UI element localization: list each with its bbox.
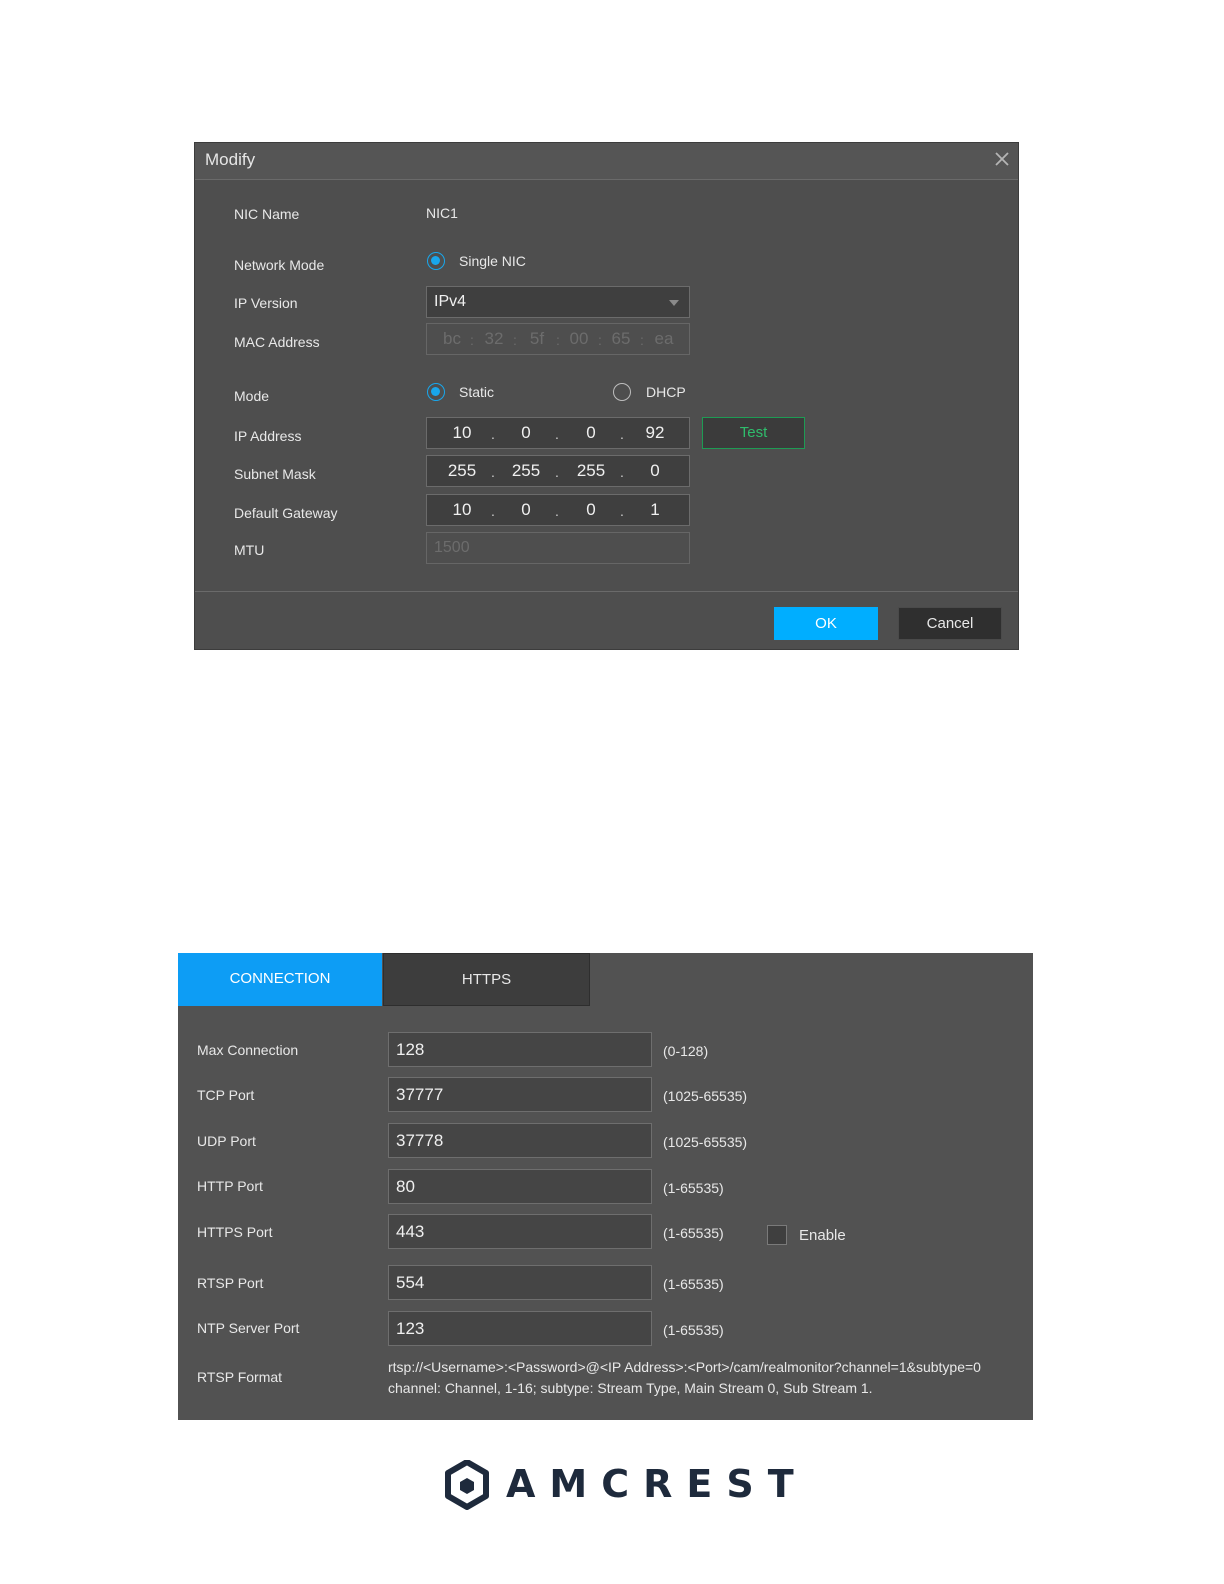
subnet-separator: . — [620, 464, 624, 480]
mtu-label: MTU — [234, 542, 265, 558]
gateway-separator: . — [555, 503, 559, 519]
https-enable-checkbox[interactable] — [767, 1225, 787, 1245]
ip-octet[interactable]: 92 — [645, 423, 665, 442]
mac-separator: : — [598, 332, 602, 348]
nic-name-label: NIC Name — [234, 206, 300, 222]
ip-octet[interactable]: 0 — [586, 423, 596, 442]
ip-octet[interactable]: 0 — [521, 423, 531, 442]
ntp-server-port-input[interactable]: 123 — [388, 1311, 652, 1346]
ip-octet[interactable]: 10 — [452, 423, 472, 442]
ip-separator: . — [555, 426, 559, 442]
http-port-input[interactable]: 80 — [388, 1169, 652, 1204]
rtsp-port-range: (1-65535) — [663, 1276, 724, 1292]
subnet-octet[interactable]: 255 — [447, 461, 477, 480]
static-label: Static — [459, 384, 495, 400]
https-port-label: HTTPS Port — [197, 1224, 273, 1240]
subnet-mask-label: Subnet Mask — [234, 466, 316, 482]
ip-separator: . — [491, 426, 495, 442]
mac-octet: 32 — [484, 329, 504, 348]
test-button[interactable]: Test — [702, 417, 805, 449]
rtsp-format-label: RTSP Format — [197, 1369, 283, 1385]
gateway-octet[interactable]: 1 — [650, 500, 660, 519]
subnet-mask-field[interactable] — [426, 455, 690, 487]
subnet-separator: . — [555, 464, 559, 480]
dhcp-label: DHCP — [646, 384, 686, 400]
udp-port-input[interactable]: 37778 — [388, 1123, 652, 1158]
gateway-separator: . — [620, 503, 624, 519]
cancel-button[interactable]: Cancel — [898, 607, 1002, 640]
dialog-title: Modify — [205, 150, 256, 169]
subnet-octet[interactable]: 255 — [576, 461, 606, 480]
rtsp-port-label: RTSP Port — [197, 1275, 264, 1291]
single-nic-radio[interactable] — [427, 252, 445, 270]
mac-octet: 5f — [529, 329, 545, 348]
chevron-down-icon — [669, 300, 679, 306]
ntp-server-port-label: NTP Server Port — [197, 1320, 300, 1336]
max-connection-range: (0-128) — [663, 1043, 709, 1059]
https-port-range: (1-65535) — [663, 1225, 724, 1241]
network-mode-label: Network Mode — [234, 257, 325, 273]
amcrest-hexagon-icon — [444, 1460, 490, 1510]
tab-connection[interactable]: CONNECTION — [178, 953, 382, 1006]
http-port-range: (1-65535) — [663, 1180, 724, 1196]
tcp-port-label: TCP Port — [197, 1087, 255, 1103]
static-radio[interactable] — [427, 383, 445, 401]
http-port-label: HTTP Port — [197, 1178, 263, 1194]
subnet-octet[interactable]: 0 — [650, 461, 660, 480]
mac-separator: : — [513, 332, 517, 348]
max-connection-input[interactable]: 128 — [388, 1032, 652, 1067]
single-nic-label: Single NIC — [459, 253, 526, 269]
udp-port-range: (1025-65535) — [663, 1134, 748, 1150]
mac-octet: 65 — [611, 329, 631, 348]
dhcp-radio[interactable] — [613, 383, 631, 401]
mtu-field — [426, 532, 690, 564]
rtsp-format-line2: channel: Channel, 1-16; subtype: Stream Type, Main Stream 0, Sub Stream 1. — [388, 1380, 873, 1396]
rtsp-port-input[interactable]: 554 — [388, 1265, 652, 1300]
ok-button[interactable]: OK — [774, 607, 878, 640]
ntp-server-port-range: (1-65535) — [663, 1322, 724, 1338]
mac-separator: : — [640, 332, 644, 348]
nic-name-value: NIC1 — [426, 205, 458, 221]
ip-address-label: IP Address — [234, 428, 302, 444]
mac-octet: 00 — [569, 329, 589, 348]
https-port-input[interactable]: 443 — [388, 1214, 652, 1249]
mac-octet: ea — [654, 329, 674, 348]
close-icon[interactable] — [992, 149, 1012, 169]
https-enable-label: Enable — [799, 1227, 846, 1244]
mac-octet: bc — [443, 329, 461, 348]
udp-port-label: UDP Port — [197, 1133, 256, 1149]
gateway-separator: . — [491, 503, 495, 519]
ip-version-label: IP Version — [234, 295, 298, 311]
gateway-octet[interactable]: 0 — [586, 500, 596, 519]
mac-separator: : — [470, 332, 474, 348]
mac-address-label: MAC Address — [234, 334, 320, 350]
default-gateway-field[interactable] — [426, 494, 690, 526]
default-gateway-label: Default Gateway — [234, 505, 338, 521]
ip-version-value: IPv4 — [434, 293, 467, 310]
connection-panel — [178, 953, 1033, 1420]
dialog-header — [195, 143, 1018, 180]
max-connection-label: Max Connection — [197, 1042, 299, 1058]
ip-separator: . — [620, 426, 624, 442]
gateway-octet[interactable]: 10 — [452, 500, 472, 519]
subnet-octet[interactable]: 255 — [511, 461, 541, 480]
tcp-port-input[interactable]: 37777 — [388, 1077, 652, 1112]
amcrest-logo — [444, 1460, 808, 1510]
ip-version-select[interactable] — [426, 286, 690, 318]
dialog-divider — [195, 591, 1018, 592]
gateway-octet[interactable]: 0 — [521, 500, 531, 519]
amcrest-logo-text: AMCREST — [506, 1462, 808, 1506]
mac-separator: : — [556, 332, 560, 348]
tab-https[interactable]: HTTPS — [383, 953, 590, 1006]
subnet-separator: . — [491, 464, 495, 480]
mode-label: Mode — [234, 388, 270, 404]
tcp-port-range: (1025-65535) — [663, 1088, 748, 1104]
mac-address-field — [426, 323, 690, 355]
ip-address-field[interactable] — [426, 417, 690, 449]
rtsp-format-line1: rtsp://<Username>:<Password>@<IP Address>:<Port>/cam/realmonitor?channel=1&subtype=0 — [388, 1359, 981, 1375]
modify-dialog — [195, 143, 1018, 649]
mtu-value: 1500 — [434, 539, 470, 556]
